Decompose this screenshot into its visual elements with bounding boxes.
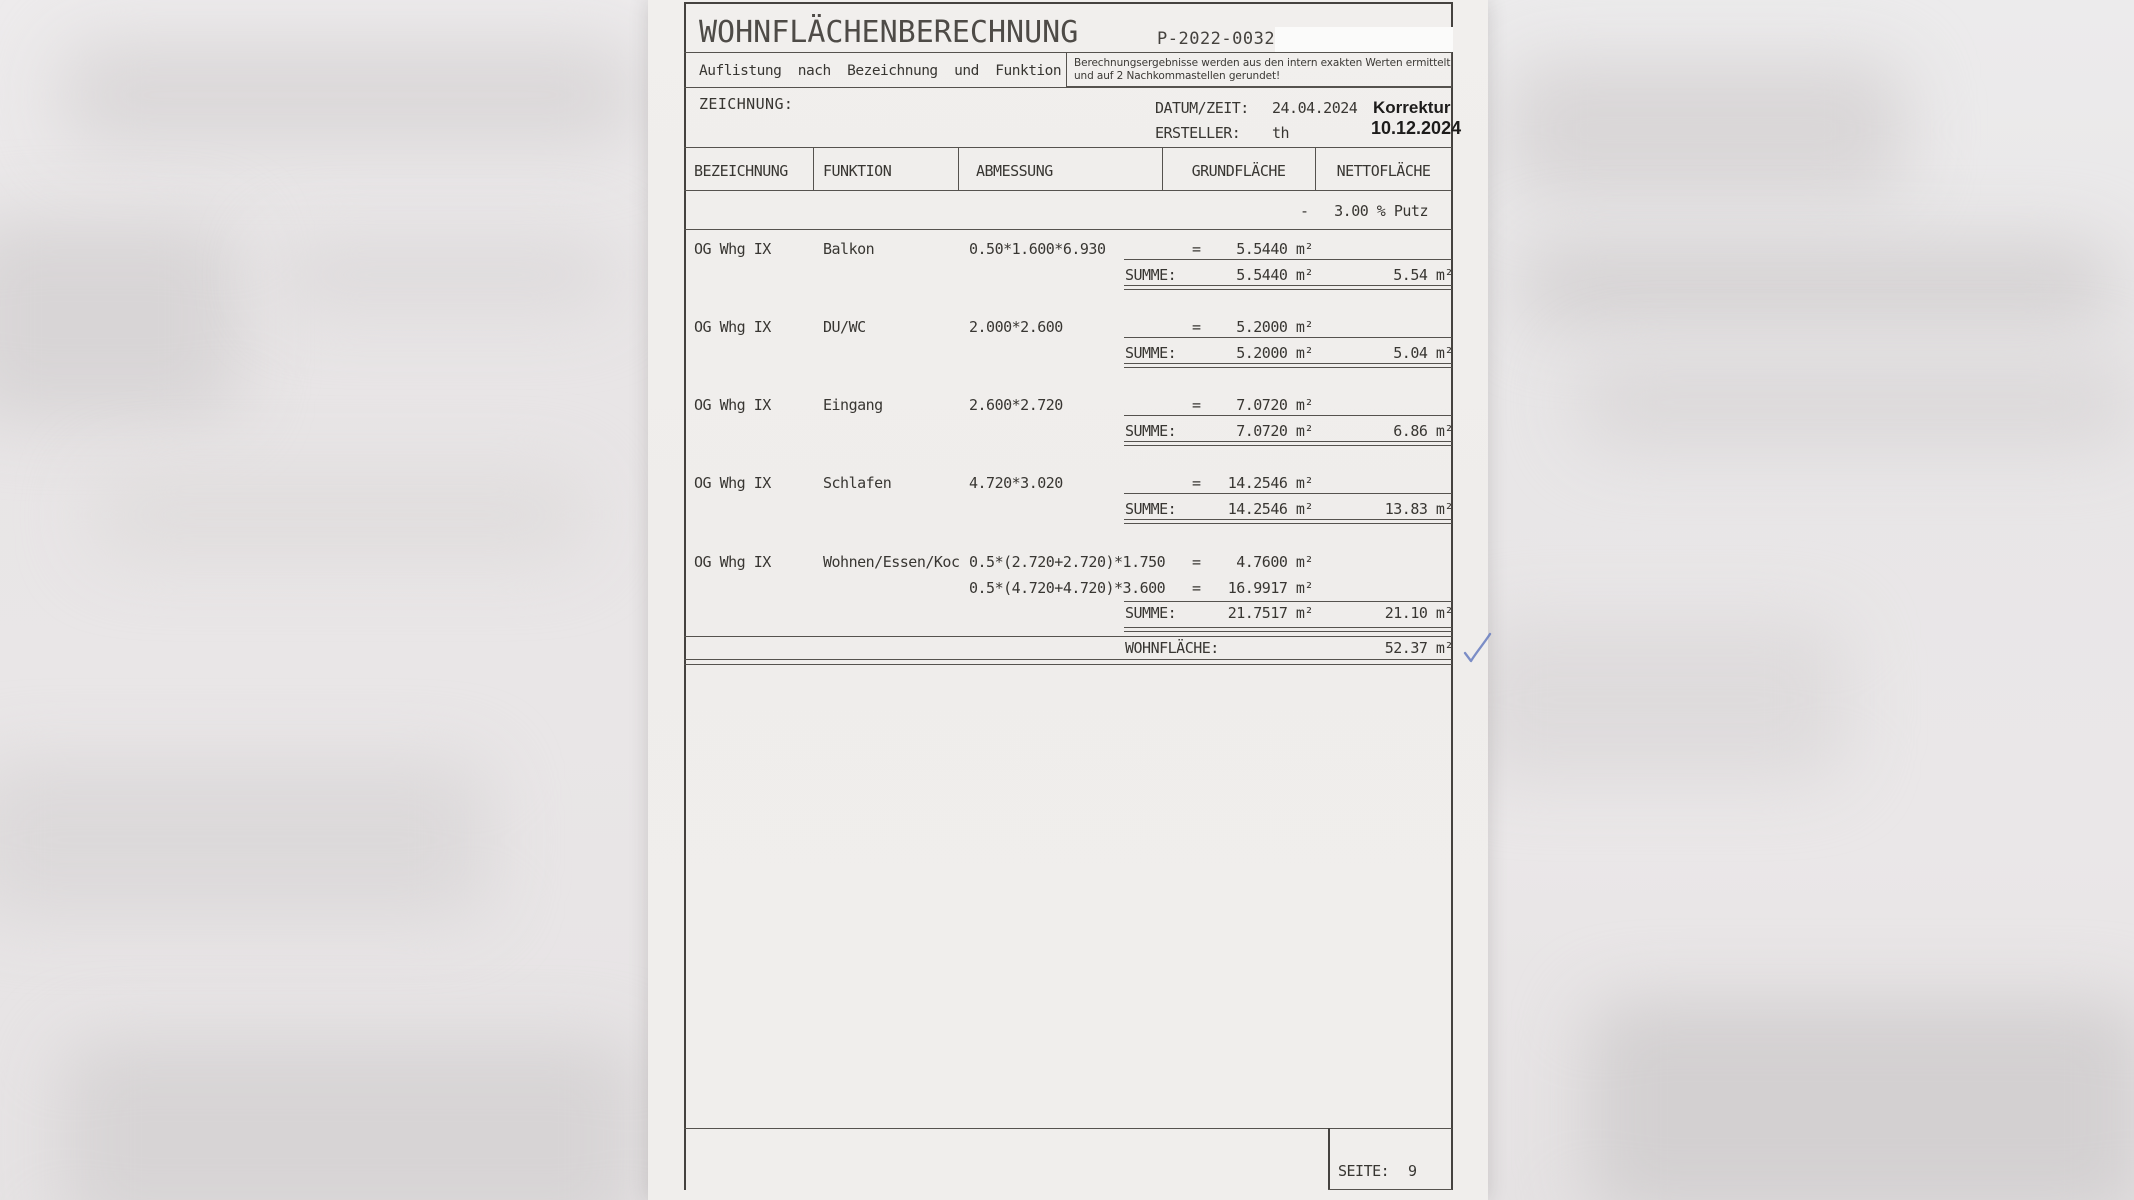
zeichnung-label: ZEICHNUNG: <box>699 95 794 113</box>
backdrop-smudge <box>270 235 620 315</box>
row-grundflaeche: 5.5440 m² <box>1236 240 1313 258</box>
summe-underline <box>1124 285 1452 286</box>
backdrop-smudge <box>1486 620 1846 780</box>
summe-label: SUMME: <box>1125 422 1177 440</box>
document-page <box>648 0 1488 1200</box>
row-abmessung: 0.5*(2.720+2.720)*1.750 <box>969 553 1166 571</box>
equals-sign: = <box>1192 474 1201 492</box>
blurred-backdrop-left <box>0 0 650 1200</box>
row-funktion: Wohnen/Essen/Koc <box>823 553 960 571</box>
backdrop-smudge <box>1586 1000 2134 1200</box>
col-divider <box>813 147 814 190</box>
korrektur-label: Korrektur <box>1373 98 1451 117</box>
backdrop-smudge <box>60 1040 640 1200</box>
row-funktion: Eingang <box>823 396 883 414</box>
putz-note: - 3.00 % Putz <box>1300 202 1428 220</box>
datum-label: DATUM/ZEIT: <box>1155 99 1249 117</box>
netto-value: 5.54 m² <box>1393 266 1453 284</box>
summe-underline2 <box>1124 523 1452 524</box>
row-grundflaeche: 14.2546 m² <box>1227 474 1313 492</box>
equals-sign: = <box>1192 240 1201 258</box>
rounding-note-line2: und auf 2 Nachkommastellen gerundet! <box>1074 70 1281 82</box>
summe-underline2 <box>1124 631 1452 632</box>
summe-topline <box>1124 337 1452 338</box>
equals-sign: = <box>1192 553 1201 571</box>
subtitle: Auflistung nach Bezeichnung und Funktion <box>699 63 1062 79</box>
summe-underline2 <box>1124 289 1452 290</box>
putz-divider <box>684 229 1452 230</box>
col-header-funktion: FUNKTION <box>823 162 892 180</box>
summe-value: 7.0720 m² <box>1236 422 1313 440</box>
summe-underline2 <box>1124 367 1452 368</box>
row-funktion: Schlafen <box>823 474 892 492</box>
summe-label: SUMME: <box>1125 604 1177 622</box>
summe-value: 21.7517 m² <box>1227 604 1313 622</box>
total-underline <box>684 659 1452 660</box>
project-number: P-2022-0032 <box>1157 29 1276 49</box>
total-topline <box>684 636 1452 637</box>
col-divider <box>1315 147 1316 190</box>
backdrop-smudge <box>0 760 490 920</box>
summe-underline <box>1124 363 1452 364</box>
summe-topline <box>1124 415 1452 416</box>
col-divider <box>958 147 959 190</box>
summe-value: 5.2000 m² <box>1236 344 1313 362</box>
summe-topline <box>1124 601 1452 602</box>
backdrop-smudge <box>0 220 240 420</box>
summe-value: 14.2546 m² <box>1227 500 1313 518</box>
table-right-border <box>1451 2 1453 1190</box>
col-header-grundflaeche: GRUNDFLÄCHE <box>1191 162 1286 180</box>
datum-value: 24.04.2024 <box>1272 99 1358 117</box>
row-bezeichnung: OG Whg IX <box>694 474 771 492</box>
summe-label: SUMME: <box>1125 344 1177 362</box>
wohnflaeche-label: WOHNFLÄCHE: <box>1125 639 1219 657</box>
seite-value: 9 <box>1408 1162 1417 1180</box>
col-divider <box>1162 147 1163 190</box>
row-grundflaeche: 7.0720 m² <box>1236 396 1313 414</box>
netto-value: 6.86 m² <box>1393 422 1453 440</box>
row-bezeichnung: OG Whg IX <box>694 553 771 571</box>
netto-value: 13.83 m² <box>1384 500 1453 518</box>
summe-underline <box>1124 519 1452 520</box>
row-funktion: Balkon <box>823 240 875 258</box>
col-header-abmessung: ABMESSUNG <box>976 162 1053 180</box>
row-abmessung: 2.000*2.600 <box>969 318 1063 336</box>
summe-topline <box>1124 259 1452 260</box>
equals-sign: = <box>1192 579 1201 597</box>
row-abmessung: 2.600*2.720 <box>969 396 1063 414</box>
wohnflaeche-value: 52.37 m² <box>1384 639 1453 657</box>
page-title: WOHNFLÄCHENBERECHNUNG <box>699 15 1079 50</box>
netto-value: 5.04 m² <box>1393 344 1453 362</box>
summe-underline <box>1124 441 1452 442</box>
rounding-note-line1: Berechnungsergebnisse werden aus den intern exakten Werten ermittelt <box>1074 57 1451 69</box>
row-bezeichnung: OG Whg IX <box>694 396 771 414</box>
backdrop-smudge <box>90 470 590 560</box>
blurred-backdrop-right <box>1486 0 2134 1200</box>
footer-topline <box>684 1128 1452 1129</box>
row-bezeichnung: OG Whg IX <box>694 240 771 258</box>
equals-sign: = <box>1192 318 1201 336</box>
summe-label: SUMME: <box>1125 500 1177 518</box>
ersteller-value: th <box>1272 124 1290 142</box>
row-grundflaeche: 5.2000 m² <box>1236 318 1313 336</box>
pen-checkmark-icon <box>1462 632 1494 668</box>
row-abmessung: 4.720*3.020 <box>969 474 1063 492</box>
rounding-note-box <box>1066 52 1452 87</box>
row-grundflaeche: 16.9917 m² <box>1227 579 1313 597</box>
summe-underline <box>1124 627 1452 628</box>
col-header-nettoflaeche: NETTOFLÄCHE <box>1336 162 1431 180</box>
summe-underline2 <box>1124 445 1452 446</box>
seite-label: SEITE: <box>1338 1162 1390 1180</box>
netto-value: 21.10 m² <box>1384 604 1453 622</box>
summe-label: SUMME: <box>1125 266 1177 284</box>
date-block-divider <box>684 147 1452 148</box>
table-top-border <box>684 2 1452 4</box>
ersteller-label: ERSTELLER: <box>1155 124 1241 142</box>
row-abmessung: 0.5*(4.720+4.720)*3.600 <box>969 579 1166 597</box>
summe-topline <box>1124 493 1452 494</box>
row-funktion: DU/WC <box>823 318 866 336</box>
col-header-bezeichnung: BEZEICHNUNG <box>694 162 788 180</box>
row-bezeichnung: OG Whg IX <box>694 318 771 336</box>
row-abmessung: 0.50*1.600*6.930 <box>969 240 1106 258</box>
equals-sign: = <box>1192 396 1201 414</box>
row-grundflaeche: 4.7600 m² <box>1236 553 1313 571</box>
backdrop-smudge <box>1576 355 2134 450</box>
korrektur-date: 10.12.2024 <box>1371 118 1462 138</box>
header-row-divider <box>684 190 1452 191</box>
seite-box-bottomline <box>1328 1189 1452 1190</box>
backdrop-smudge <box>60 40 640 150</box>
seite-box-divider <box>1328 1128 1330 1190</box>
backdrop-smudge <box>1516 240 2116 330</box>
table-left-border <box>684 2 686 1190</box>
redaction-patch <box>1275 27 1453 52</box>
backdrop-smudge <box>1506 60 1906 200</box>
total-underline2 <box>684 664 1452 665</box>
summe-value: 5.5440 m² <box>1236 266 1313 284</box>
subtitle-divider <box>684 87 1452 88</box>
